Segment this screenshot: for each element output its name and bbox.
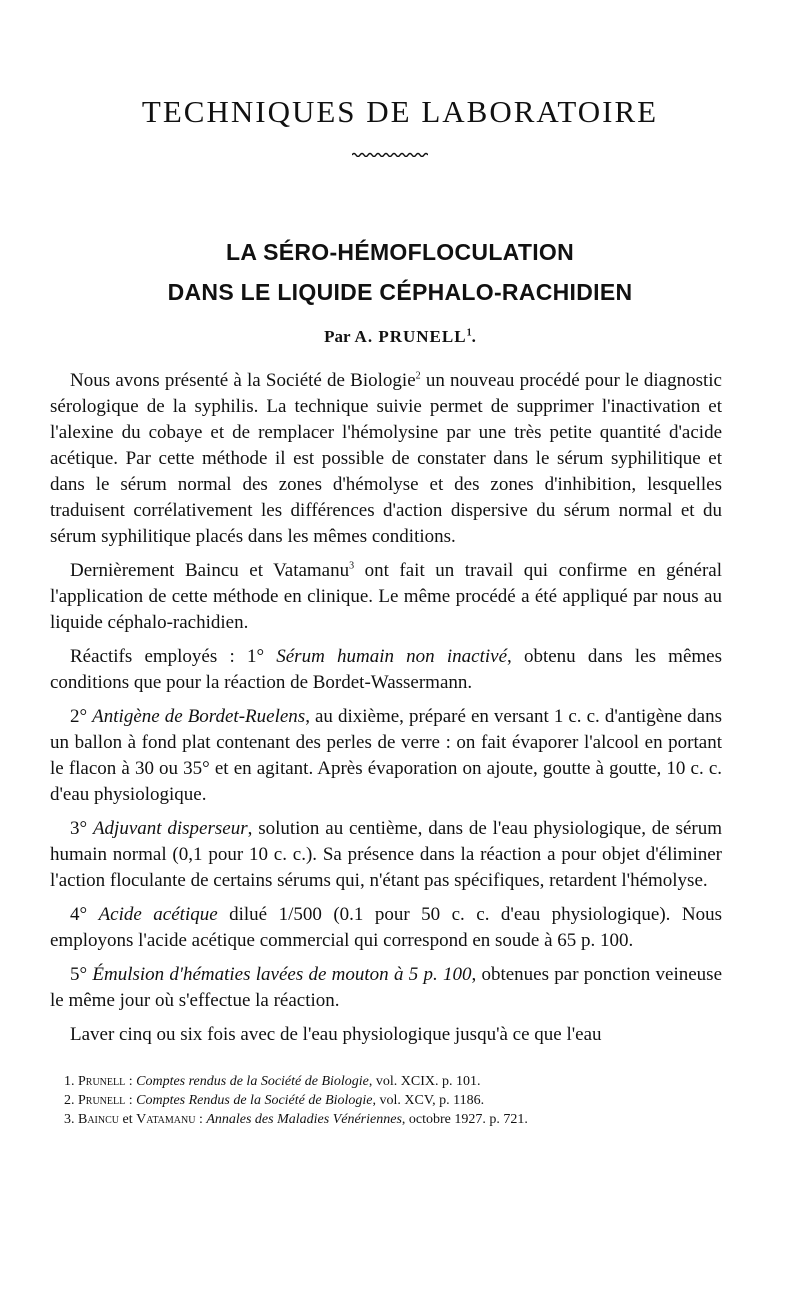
reagent-3-description: , solution au centième, dans de l'eau physiologique, de sérum humain normal (0,1 pour 10 c. c.). Sa présence dans la réaction a pour objet d'éliminer l'action floculante de certains sérums qui, n'étant pas spécifiques, retardent l'hémolyse. (50, 818, 722, 891)
reagent-3-number: 3° (70, 818, 88, 839)
article-body (50, 368, 722, 1048)
reagent-5-description: , obtenues par ponction veineuse le même jour où s'effectue la réaction. (50, 964, 723, 1011)
byline-prefix: Par (324, 327, 351, 346)
footnote-2-details: , vol. XCV, p. 1186. (372, 1093, 485, 1108)
footnote-2-number: 2. (64, 1093, 75, 1108)
footnote-2-separator: : (125, 1093, 137, 1108)
footnote-3-details: , octobre 1927. p. 721. (401, 1112, 528, 1127)
reagent-1-name: Sérum humain non inactivé (276, 646, 508, 667)
footnote-3-separator: : (195, 1112, 207, 1127)
footnote-1-number: 1. (64, 1074, 75, 1089)
reagent-1-number: 1° (246, 646, 265, 667)
author-name: A. PRUNELL (354, 327, 467, 346)
paragraph-recent-work (50, 558, 722, 636)
article-title (0, 232, 800, 312)
paragraph-intro (50, 368, 722, 550)
decorative-wavy-rule (352, 152, 428, 157)
footnote-1 (64, 1072, 744, 1091)
reagent-2 (50, 704, 722, 808)
paragraph-intro-text-a: Nous avons présenté à la Société de Biologie (70, 370, 416, 391)
footnote-1-author: Prunell (78, 1074, 126, 1089)
article-title-line-1: LA SÉRO-HÉMOFLOCULATION (225, 239, 575, 265)
article-title-line-2: DANS LE LIQUIDE CÉPHALO-RACHIDIEN (167, 279, 633, 305)
footnote-2 (64, 1091, 744, 1110)
reagent-4 (50, 902, 722, 954)
reagent-4-number: 4° (70, 904, 88, 925)
footnote-2-author: Prunell (78, 1093, 126, 1108)
reagents-lead: Réactifs employés : (70, 646, 247, 667)
reagent-5-number: 5° (70, 964, 88, 985)
footnote-3 (64, 1110, 744, 1129)
section-title: TECHNIQUES DE LABORATOIRE (141, 94, 659, 129)
reagent-1 (50, 644, 722, 696)
reagent-2-number: 2° (70, 706, 88, 727)
footnote-3-number: 3. (64, 1112, 75, 1127)
paragraph-washing: Laver cinq ou six fois avec de l'eau physiologique jusqu'à ce que l'eau (70, 1024, 602, 1045)
reagent-4-description: dilué 1/500 (0.1 pour 50 c. c. d'eau physiologique). Nous employons l'acide acétique commercial qui correspond en soude à 65 p. 100. (50, 904, 723, 951)
footnote-ref-3: 3 (349, 560, 355, 572)
reagent-3 (50, 816, 722, 894)
footnotes (64, 1072, 744, 1129)
footnote-3-conjunction: et (119, 1112, 137, 1127)
paragraph-intro-text-b: un nouveau procédé pour le diagnostic sérologique de la syphilis. La technique suivie permet de supprimer l'inactivation et l'alexine du cobaye et de remplacer l'hémolysine par une très petite quantité d'acide acétique. Par cette méthode il est possible de constater dans le sérum syphilitique et dans le sérum normal des zones d'hémolyse et des zones d'inhibition, lesquelles traduisent corrélativement les différences d'action dispersive du sérum normal et du sérum syphilitique placés dans les mêmes conditions. (50, 370, 722, 547)
reagent-2-name: Antigène de Bordet-Ruelens (92, 706, 306, 727)
footnote-1-source: Comptes rendus de la Société de Biologie (136, 1074, 369, 1089)
reagent-5 (50, 962, 722, 1014)
footnote-3-source: Annales des Maladies Vénériennes (206, 1112, 402, 1127)
footnote-3-author-2: Vatamanu (136, 1112, 196, 1127)
reagent-1-description: , obtenu dans les mêmes conditions que pour la réaction de Bordet-Wassermann. (50, 646, 723, 693)
reagent-5-name: Émulsion d'hématies lavées de mouton à 5 p. 100 (92, 964, 472, 985)
footnote-2-source: Comptes Rendus de la Société de Biologie (136, 1093, 373, 1108)
reagent-4-name: Acide acétique (98, 904, 218, 925)
byline-suffix: . (471, 327, 476, 346)
reagent-2-description: , au dixième, préparé en versant 1 c. c. d'antigène dans un ballon à fond plat contenant des perles de verre : on fait évaporer l'alcool en portant le flacon à 30 ou 35° et en agitant. Après évaporation on ajoute, goutte à goutte, 10 c. c. d'eau physiologique. (50, 706, 722, 805)
paragraph-recent-work-text-a: Dernièrement Baincu et Vatamanu (70, 560, 350, 581)
footnote-3-author: Baincu (78, 1112, 120, 1127)
footnote-1-separator: : (125, 1074, 137, 1089)
paragraph-recent-work-text-b: ont fait un travail qui confirme en général l'application de cette méthode en clinique. Le même procédé a été appliqué par nous au liquide céphalo-rachidien. (50, 560, 722, 633)
reagent-3-name: Adjuvant disperseur (92, 818, 248, 839)
footnote-1-details: , vol. XCIX. p. 101. (368, 1074, 481, 1089)
byline (0, 327, 800, 347)
footnote-ref-1: 1 (466, 327, 472, 339)
footnote-ref-2: 2 (415, 370, 421, 382)
